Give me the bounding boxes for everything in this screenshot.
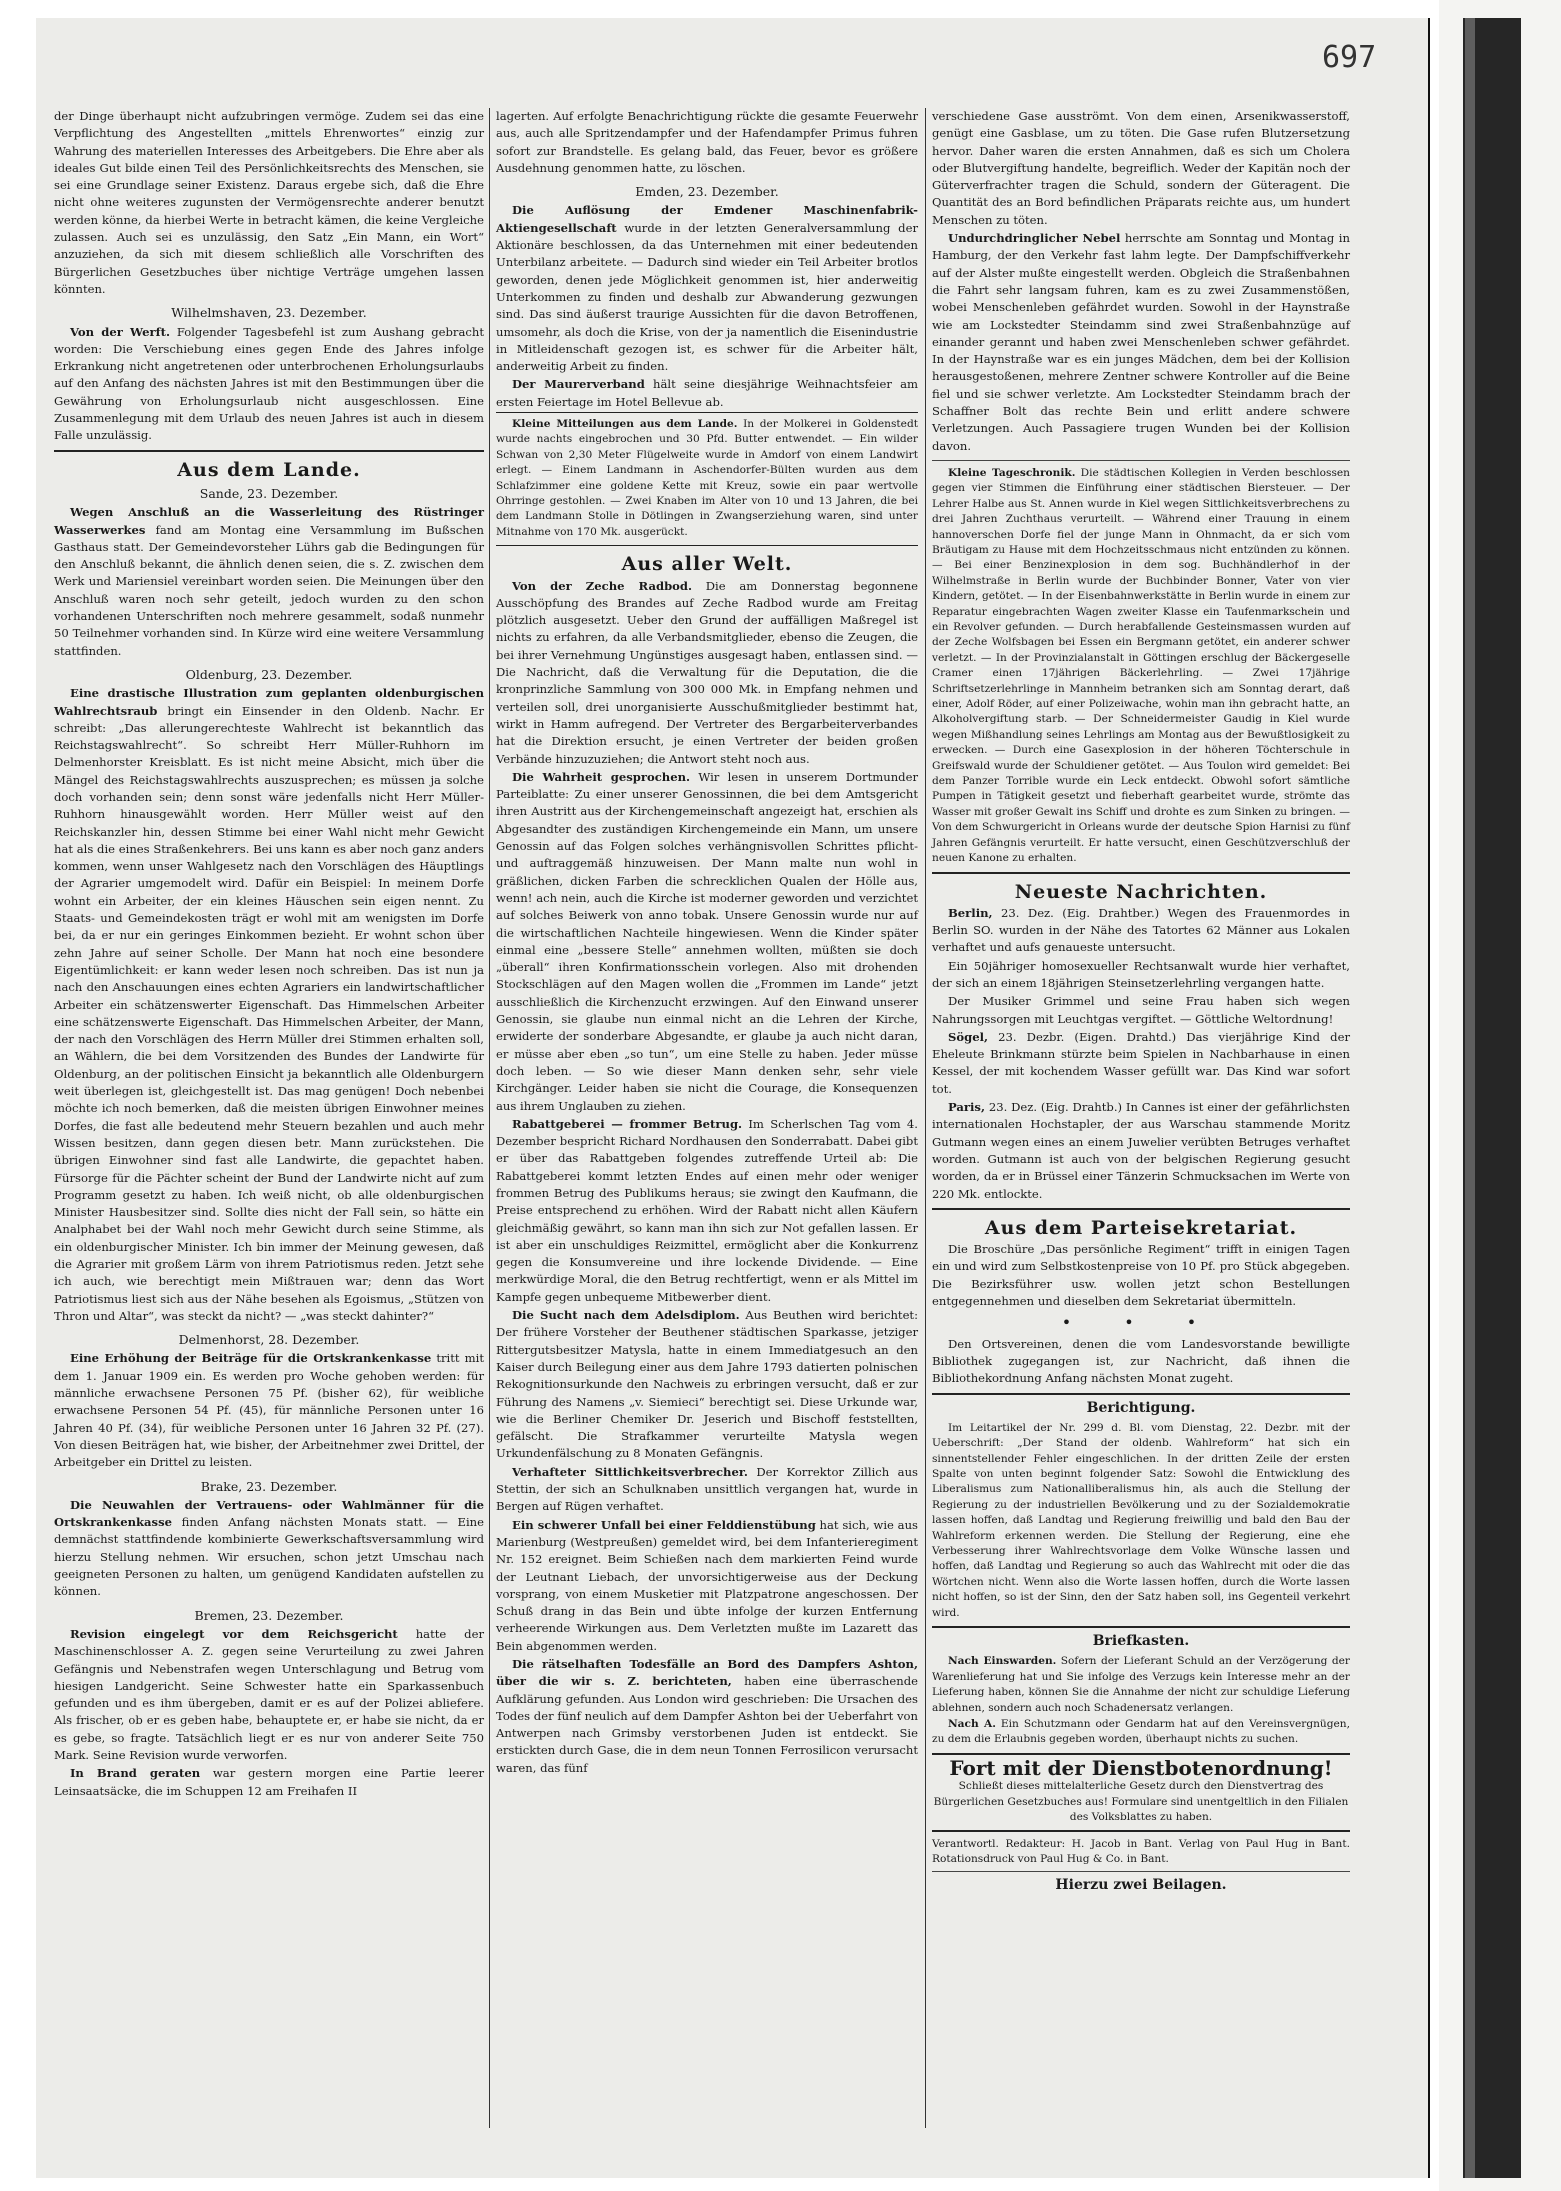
article-brake — [54, 1497, 484, 1601]
article-keyword: Der Maurerverband — [512, 377, 645, 392]
article-sittlichkeit — [496, 1464, 918, 1516]
article-nebel — [932, 230, 1350, 455]
column-divider — [925, 108, 926, 2128]
article-text: 23. Dezbr. (Eigen. Drahtd.) Das vierjährige Kind der Eheleute Brinkmann stürzte beim Spielen in Nachbarhause in einen Kessel, der mit kochendem Wasser gefüllt war. Das Kind war sofort tot. — [932, 1029, 1350, 1096]
dateline: Bremen, 23. Dezember. — [194, 1607, 344, 1623]
article-text: Der Korrektor Zillich aus Stettin, der sich an Schulknaben unsittlich vergangen hat, wurde in Bergen auf Rügen verhaftet. — [496, 1464, 918, 1514]
section-heading: Aus dem Lande. — [177, 458, 361, 481]
section-heading: Aus aller Welt. — [621, 553, 793, 576]
article-keyword: Die Sucht nach dem Adelsdiplom. — [512, 1308, 740, 1323]
article-text: Die städtischen Kollegien in Verden beschlossen gegen vier Stimmen die Einführung einer städtischen Biersteuer. — Der Lehrer Halbe aus St. Annen wurde in Kiel wegen Sittlichkeitsverbrechens zu drei Jahren Zuchthaus verurteilt. — Während einer Trauung in einem hannoverschen Dorfe fiel der junge Mann in Ohnmacht, da er sich vom Bräutigam zu Hause mit dem Hochzeitsschmaus nicht entzünden zu können. — Bei einer Benzinexplosion in dem sog. Buchhändlerhof in der Wilhelmstraße in Berlin wurde der Buchbinder Bonner, Vater von vier Kindern, getötet. — In der Eisenbahnwerkstätte in Berlin wurde in einem zur Reparatur eingebrachten Wagen zweiter Klasse ein Taufenmarkschein und ein Revolver gefunden. — Durch herabfallende Gesteinsmassen wurden auf der Zeche Wolfsbagen bei Essen ein Bergmann getötet, ein anderer schwer verletzt. — In der Provinzialanstalt in Göttingen erschlug der Bäckergeselle Cramer einen 17jährigen Bäckerlehrling. — Zwei 17jährige Schriftsetzerlehrlinge in Mannheim betranken sich am Sonntag derart, daß einer, Adolf Röder, auf einer Polizeiwache, wohin man ihn gebracht hatte, an Alkoholvergiftung starb. — Der Schneidermeister Gaudig in Kiel wurde wegen Mißhandlung seines Lehrlings am Montag aus der Bewußtlosigkeit zu erwecken. — Durch eine Gasexplosion in der höheren Töchterschule in Greifswald wurde der Schuldiener getötet. — Aus Toulon wird gemeldet: Bei dem Panzer Torrible wurde ein Leck entdeckt. Obwohl sofort sämtliche Pumpen in Tätigkeit gesetzt und fieberhaft gearbeitet wurde, strömte das Wasser mit großer Gewalt ins Schiff und drohte es zum Sinken zu bringen. — Von dem Schwurgericht in Orleans wurde der deutsche Spion Harnisi zu fünf Jahren Gefängnis verurteilt. Er hatte versucht, einen Geschützverschluß der neuen Kanone zu erhalten. — [932, 466, 1350, 865]
section-rule — [932, 1753, 1350, 1755]
article-paris — [932, 1099, 1350, 1203]
section-rule — [932, 1830, 1350, 1832]
dateline: Wilhelmshaven, 23. Dezember. — [171, 305, 367, 321]
section-rule — [932, 1208, 1350, 1210]
article-keyword: Ein schwerer Unfall bei einer Felddienstübung — [512, 1517, 816, 1532]
column-3 — [932, 108, 1350, 1899]
dateline: Brake, 23. Dezember. — [200, 1478, 338, 1494]
dateline: Sande, 23. Dezember. — [199, 485, 339, 501]
article-keyword: Kleine Tageschronik. — [948, 466, 1076, 479]
article-delmenhorst — [54, 1350, 484, 1471]
article-berlin — [932, 905, 1350, 957]
letter-text: Ein Schutzmann oder Gendarm hat auf den Vereinsvergnügen, zu dem die Erlaubnis gegeben worden, überhaupt nichts zu suchen. — [932, 1718, 1350, 1746]
advertisement-text: Schließt dieses mittelalterliche Gesetz durch den Dienstvertrag des Bürgerlichen Gesetzbuches aus! Formulare sind unentgeltlich in den Filialen des Volksblattes zu haben. — [933, 1780, 1349, 1823]
page-number: 697 — [1322, 40, 1377, 75]
article-ashton — [496, 1656, 918, 1777]
article-keyword: Von der Werft. — [70, 324, 170, 339]
advertisement-title: Fort mit der Dienstbotenordnung! — [949, 1755, 1333, 1780]
section-rule — [932, 1871, 1350, 1872]
article-text: Die am Donnerstag begonnene Ausschöpfung des Brandes auf Zeche Radbod wurde am Freitag plötzlich ausgesetzt. Ueber den Grund der auffälligen Maßregel ist nichts zu erfahren, da alle Verbandsmitglieder, ebenso die Zeugen, die bei ihrer Vernehmung Ungünstiges ausgesagt haben, entlassen sind. — Die Nachricht, daß die Verwaltung für die Deputation, die die kronprinzliche Sammlung von 300 000 Mk. in Empfang nehmen und verteilen soll, drei unorganisierte Ausschußmitglieder bestimmt hat, wirkt in Hamm aufregend. Der Vertreter des Bergarbeiterverbandes hat die Direktion ersucht, je einen Vertreter der beiden großen Verbände hinzuzuziehen; die Antwort steht noch aus. — [496, 578, 919, 766]
small-notices — [496, 412, 918, 546]
letter-recipient: Nach Einswarden. — [948, 1655, 1057, 1668]
article-bremen — [54, 1626, 484, 1764]
article-text: bringt ein Einsender in den Oldenb. Nachr. Er schreibt: „Das allerungerechteste Wahlrecht ist bekanntlich das Reichstagswahlrecht“. So schreibt Herr Müller-Ruhhorn im Delmenhorster Kreisblatt. Es ist nicht meine Absicht, mich über die Mängel des Reichstagswahlrechts auszusprechen; es müssen ja solche doch vorhanden sein; denn sonst wäre jedenfalls nicht Herr Müller-Ruhhorn hinausgewählt worden. Herr Müller weist auf den Reichskanzler hin, dessen Stimme bei einer Wahl nicht mehr Gewicht hat als die eines Straßenkehrers. Bei uns kann es aber noch ganz anders kommen, wenn unser Wahlgesetz nach den Vorschlägen des Häuptlings der Agrarier umgemodelt wird. Dafür ein Beispiel: In meinem Dorfe wohnt ein Arbeiter, der ein kleines Häuschen sein eigen nennt. Zu Staats- und Gemeindekosten trägt er wohl mit am wenigsten im Dorfe bei, da er nur ein geringes Einkommen bezieht. Er wohnt schon über zehn Jahre auf seiner Scholle. Der Mann hat noch eine besondere Eigentümlichkeit: er kann weder lesen noch schreiben. Das ist nun ja nach den Anschauungen eines echten Agrariers ein landwirtschaftlicher Arbeiter ein schätzenswerter Eigenschaft. Das Himmelschen Arbeiter eine schätzenswerte Eigenschaft. Das Himmelschen Arbeiter, der Mann, der nach den Vorschlägen des Herrn Müller drei Stimmen erhalten soll, an Wählern, die bei dem Vorsitzenden des Bundes der Landwirte für Oldenburg, an der politischen Einsicht ja bekanntlich alle Oldenburgern weit überlegen ist, gleichgestellt ist. Das mag genügen! Doch nebenbei möchte ich noch bemerken, daß die meisten übrigen Einwohner meines Dorfes, die fast alle bedeutend mehr Steuern bezahlen und auch mehr Wissen besitzen, dann gegen diesen betr. Mann zurückstehen. Die übrigen Einwohner sind fast alle Landwirte, die gepachtet haben. Fürsorge für die Pächter scheint der Bund der Landwirte nicht auf zum Programm gesetzt zu haben. Ich weiß nicht, ob alle oldenburgischen Minister Hausbesitzer sind. Sollte dies nicht der Fall sein, so hätte ein Analphabet bei der Wahl noch mehr Gewicht durch seine Stimme, als ein oldenburgischer Minister. Ich bin immer der Meinung gewesen, daß die Agrarier mit großem Lärm von ihrem Patriotismus reden. Jetzt sehe ich auch, wie berechtigt mein Mißtrauen war; denn das Wort Patriotismus liest sich aus der Nähe besehen als Egoismus, „Stützen von Thron und Altar“, was steckt da nicht? — „was steckt dahinter?“ — [54, 703, 484, 1323]
section-rule — [932, 872, 1350, 874]
article-emden — [496, 202, 918, 375]
article-partei: Die Broschüre „Das persönliche Regiment“ trifft in einigen Tagen ein und wird zum Selbstkostenpreise von 10 Pf. pro Stück abgegeben. Die Bezirksführer usw. wollen jetzt schon Bestellungen entgegennehmen und dieselben dem Sekretariat übermitteln. — [932, 1242, 1350, 1309]
imprint: Verantwortl. Redakteur: H. Jacob in Bant. Verlag von Paul Hug in Bant. Rotationsdruck von Paul Hug & Co. in Bant. — [932, 1838, 1350, 1865]
article-text: hatte der Maschinenschlosser A. Z. gegen seine Verurteilung zu zwei Jahren Gefängnis und Nebenstrafen wegen Unterschlagung und Betrug vom hiesigen Landgericht. Seine Schwester hatte ein Sparkassenbuch gefunden und es ihm übergeben, damit er es auf der Polizei abliefere. Als frischer, ob er es geben habe, behauptete er, er habe sie nicht, da er es gebe, so fragte. Tatsächlich liegt er es nur von anderer Seite 750 Mark. Seine Revision wurde verworfen. — [54, 1626, 484, 1763]
article-text: hat sich, wie aus Marienburg (Westpreußen) gemeldet wird, bei dem Infanterieregiment Nr. 152 ereignet. Beim Schießen nach dem markierten Feind wurde der Leutnant Liebach, der unvorsichtigerweise aus der Deckung vorsprang, von einem Musketier mit Platzpatrone angeschossen. Der Schuß drang in das Bein und übte infolge der kurzen Entfernung verheerende Wirkungen aus. Dem Verletzten mußte im Lazarett das Bein abgenommen werden. — [496, 1517, 918, 1653]
dateline: Oldenburg, 23. Dezember. — [185, 666, 353, 682]
article-maurer — [496, 376, 918, 411]
article-keyword: Kleine Mitteilungen aus dem Lande. — [512, 418, 738, 431]
article-adel — [496, 1307, 918, 1463]
letter-text: Sofern der Lieferant Schuld an der Verzögerung der Warenlieferung hat und Sie infolge des Verzugs kein Interesse mehr an der Lieferung haben, können Sie die Annahme der nicht zur schuldige Lieferung ablehnen, sondern auch noch Schadenersatz verlangen. — [932, 1655, 1350, 1714]
section-rule — [932, 1626, 1350, 1628]
article-keyword: Sögel, — [948, 1029, 989, 1044]
column-divider — [489, 108, 490, 2128]
letter-reply — [932, 1654, 1350, 1716]
article-text: fand am Montag eine Versammlung im Bußschen Gasthaus statt. Der Gemeindevorsteher Lührs gab die Bedingungen für den Anschluß bekannt, die ähnlich denen seien, die s. Z. zwischen dem Werk und Mariensiel vereinbart worden seien. Die Meinungen über den Anschluß waren noch sehr geteilt, jedoch wurden zu den schon vorhandenen Unterschriften noch mehrere gesammelt, sodaß nunmehr 50 Teilnehmer vorhanden sind. In Kürze wird eine weitere Versammlung stattfinden. — [54, 522, 484, 658]
article-wahrheit — [496, 769, 918, 1115]
article-text: Im Scherlschen Tag vom 4. Dezember bespricht Richard Nordhausen den Sonderrabatt. Dabei gibt er über das Rabattgeben folgendes zutreffende Urteil ab: Die Rabattgeberei kommt letzten Endes auf einen mehr oder weniger frommen Betrug des Publikums heraus; sie zwingt den Kaufmann, die Preise entsprechend zu erhöhen. Wird der Rabatt nicht allen Käufern gleichmäßig gewährt, so kann man ihn sich zur Not gefallen lassen. Er ist aber ein unschuldiges Reizmittel, ermöglicht aber die Konkurrenz gegen die Konsumvereine und ihre lockende Dividende. — Eine merkwürdige Moral, die den Betrug rechtfertigt, wenn er als Mittel im Kampfe gegen unbequeme Mitbewerber dient. — [496, 1116, 918, 1304]
article-zeche — [496, 578, 918, 768]
article-keyword: Wegen Anschluß an die Wasserleitung des Rüstringer Wasserwerkes — [54, 505, 484, 537]
article-keyword: Die rätselhaften Todesfälle an Bord des Dampfers Ashton, über die wir s. Z. berichteten, — [496, 1657, 918, 1689]
article-berlin-3: Der Musiker Grimmel und seine Frau haben sich wegen Nahrungssorgen mit Leuchtgas vergiftet. — Göttliche Weltordnung! — [932, 994, 1350, 1026]
letter-recipient: Nach A. — [948, 1718, 996, 1731]
section-subheading: Briefkasten. — [1092, 1633, 1190, 1650]
article-text: 23. Dez. (Eig. Drahtb.) In Cannes ist einer der gefährlichsten internationalen Hochstapler, der aus Warschau stammende Moritz Gutmann wegen eines an einem Juwelier verübten Betruges verhaftet worden. Gutmann ist auch von der belgischen Regierung gesucht worden, da er in Brüssel einer Tänzerin Schmucksachen im Werte von 220 Mk. entlockte. — [932, 1100, 1350, 1201]
article-keyword: Eine Erhöhung der Beiträge für die Ortskrankenkasse — [70, 1351, 432, 1366]
article-keyword: In Brand geraten — [70, 1766, 201, 1781]
article-berichtigung: Im Leitartikel der Nr. 299 d. Bl. vom Dienstag, 22. Dezbr. mit der Ueberschrift: „Der Stand der oldenb. Wahlreform“ hat sich ein sinnentstellender Fehler eingeschlichen. In der dritten Zeile der ersten Spalte von unten beginnt folgender Satz: Sowohl die Entwicklung des Liberalismus zum Nationalliberalismus hin, als auch die Stellung der Regierung zu der industriellen Bevölkerung und zu der Sozialdemokratie lassen hoffen, daß Landtag und Regierung freiwillig und bald den Bau der Wahlreform erkennen werden. Die Stellung der Regierung, eine ehe Verbesserung ihrer Wahlrechtsvorlage dem Volke Wünsche lassen und hoffen, daß Landtag und Regierung so auch das Wahlrecht mit oder die das Wörtchen nicht. Wenn also die Worte lassen hoffen, durch die Worte lassen nicht hoffen, so ist der Sinn, den der Satz haben soll, ins Gegenteil verkehrt wird. — [932, 1421, 1350, 1619]
article-soegel — [932, 1029, 1350, 1098]
article-brand — [54, 1765, 484, 1800]
article-keyword: Von der Zeche Radbod. — [512, 578, 693, 593]
article-werft — [54, 324, 484, 445]
section-subheading: Berichtigung. — [1086, 1399, 1196, 1416]
article-keyword: Undurchdringlicher Nebel — [948, 231, 1121, 246]
article-oldenburg — [54, 685, 484, 1325]
article-text: finden Anfang nächsten Monats statt. — Eine demnächst stattfindende kombinierte Gewerkschaftsversammlung wird hierzu Stellung nehmen. Wir ersuchen, schon jetzt Umschau nach geeigneten Personen zu halten, um genügend Kandidaten aufstellen zu können. — [54, 1515, 484, 1599]
separator-dots: • • • — [1061, 1313, 1221, 1333]
article-keyword: Verhafteter Sittlichkeitsverbrecher. — [512, 1464, 748, 1479]
binder-spine — [1465, 18, 1475, 2178]
section-rule — [932, 460, 1350, 461]
section-heading: Aus dem Parteisekretariat. — [984, 1216, 1298, 1239]
article-text: war gestern morgen eine Partie leerer Leinsaatsäcke, die im Schuppen 12 am Freihafen II — [54, 1766, 484, 1798]
article-keyword: Die Auflösung der Emdener Maschinenfabrik-Aktiengesellschaft — [496, 203, 918, 235]
article-berlin-2: Ein 50jähriger homosexueller Rechtsanwalt wurde hier verhaftet, der sich an einem 18jährigen Steinsetzerlehrling vergangen hatte. — [932, 958, 1350, 990]
letter-reply — [932, 1717, 1350, 1748]
column-1 — [54, 108, 484, 1801]
article-text: Aus Beuthen wird berichtet: Der frühere Vorsteher der Beuthener städtischen Sparkasse, jetziger Rittergutsbesitzer Matysla, hatte in einem Immediatgesuch an den Kaiser durch Beilegung einer aus dem Jahre 1793 datierten polnischen Rekognitionsurkunde den Nachweis zu erbringen versucht, daß er zur Führung des Namens „v. Siemieci“ berechtigt sei. Diese Urkunde war, wie die Berliner Chemiker Dr. Jeserich und Bischoff feststellten, gefälscht. Die Strafkammer verurteilte Matysla wegen Urkundenfälschung zu 8 Monaten Gefängnis. — [496, 1308, 918, 1461]
article-text: Wir lesen in unserem Dortmunder Parteiblatte: Zu einer unserer Genossinnen, die bei dem Amtsgericht ihren Austritt aus der Kirchengemeinschaft angezeigt hat, erschien als Abgesandter des zuständigen Kirchengemeinde ein Mann, um unsere Genossin auf das Folgen solches verhängnisvollen Schrittes pflicht- und auftraggemäß hinzuweisen. Der Mann malte nun wohl in gräßlichen, dicken Farben die schrecklichen Qualen der Hölle aus, wenn! ach nein, auch die Kirche ist moderner geworden und verzichtet auf solches Beiwerk von anno tobak. Unsere Genossin wurde nur auf die wirtschaftlichen Nachteile hingewiesen. Wenn die Kinder später einmal eine „bessere Stelle“ annehmen wollten, müßten sie doch „überall“ ihren Konfirmationsschein vorlegen. Also mit drohenden Stockschlägen auf den Magen wollen die „Frommen im Lande“ jetzt ausschließlich die Kirchenzucht erzwingen. Auf den Einwand unserer Genossin, sie glaube nun einmal nicht an die Lehren der Kirche, erwiderte der sonderbare Abgesandte, er glaube ja auch nicht daran, er müsse aber eben „so tun“, um eine Stelle zu haben. Jeder müsse doch leben. — So wie dieser Mann denken sehr, sehr viele Kirchgänger. Leider haben sie nicht die Courage, die Konsequenzen aus ihrem Unglauben zu ziehen. — [496, 769, 918, 1113]
article-keyword: Die Wahrheit gesprochen. — [512, 769, 691, 784]
section-heading: Neueste Nachrichten. — [1014, 880, 1268, 903]
article-rabatt — [496, 1116, 918, 1306]
article-text: tritt mit dem 1. Januar 1909 ein. Es werden pro Woche gehoben werden: für männliche erwachsene Personen 75 Pf. (bisher 62), für weibliche erwachsene Personen 54 Pf. (45), für männliche Personen unter 16 Jahren 40 Pf. (34), für weibliche Personen unter 16 Jahren 32 Pf. (27). Von diesen Beiträgen hat, wie bisher, der Arbeitnehmer zwei Drittel, der Arbeitgeber ein Drittel zu leisten. — [54, 1351, 485, 1470]
article-text: Folgender Tagesbefehl ist zum Aushang gebracht worden: Die Verschiebung eines gegen Ende des Jahres infolge Erkrankung nicht angetretenen oder unterbrochenen Erholungsurlaubs auf den Anfang des nächsten Jahres ist mit den Bestimmungen über die Gewährung von Erholungsurlaub nicht ausgeschlossen. Eine Zusammenlegung mit dem Urlaub des neuen Jahres ist auch in diesem Falle unzulässig. — [54, 324, 484, 443]
article-kleine-mitteilungen — [496, 417, 918, 540]
article-keyword: Die Neuwahlen der Vertrauens- oder Wahlmänner für die Ortskrankenkasse — [54, 1497, 484, 1530]
dateline: Emden, 23. Dezember. — [635, 184, 779, 200]
article-paragraph: verschiedene Gase ausströmt. Von dem einen, Arsenikwasserstoff, genügt eine Gasblase, um zu töten. Die Gase rufen Blutzersetzung hervor. Daher waren die ersten Annahmen, daß es sich um Cholera oder Blutvergiftung handelte, begreiflich. Weder der Kapitän noch der Güterverfrachter tragen die Schuld, sondern der Güteragent. Die Quantität des an Bord befindlichen Präparats reichte aus, um hundert Menschen zu töten. — [932, 109, 1350, 227]
article-text: herrschte am Sonntag und Montag in Hamburg, der den Verkehr fast lahm legte. Der Dampfschiffverkehr auf der Alster mußte eingestellt werden. Obgleich die Straßenbahnen die Fahrt sehr langsam fuhren, kam es zu zwei Zusammenstößen, wobei Menschenleben gefährdet wurden. Sowohl in der Haynstraße wie am Lockstedter Steindamm sind zwei Straßenbahnzüge auf einander gerannt und haben zwei Menschenleben schwer gefährdet. In der Haynstraße war es ein junges Mädchen, dem bei der Kollision herausgestoßenen, mehrere Zentner schwere Kontroller auf die Beine fiel und sie schwer verletzte. Am Lockstedter Steindamm brach der Schaffner Bolt das rechte Bein und erlitt andere schwere Verletzungen. Auch Passagiere trugen Wunden bei der Kollision davon. — [932, 231, 1350, 453]
section-rule — [54, 450, 484, 452]
article-paragraph: lagerten. Auf erfolgte Benachrichtigung rückte die gesamte Feuerwehr aus, auch alle Spritzendampfer und der Hafendampfer Primus fuhren sofort zur Brandstelle. Es gelang bald, das Feuer, bevor es größere Ausdehnung genommen hatte, zu löschen. — [496, 109, 918, 175]
article-keyword: Paris, — [948, 1100, 985, 1115]
article-tageschronik — [932, 466, 1350, 867]
article-sande — [54, 504, 484, 660]
article-text: In der Molkerei in Goldenstedt wurde nachts eingebrochen und 30 Pfd. Butter entwendet. — Ein wilder Schwan von 2,30 Meter Flügelweite wurde in Amdorf von einem Landwirt erlegt. — Einem Landmann in Aschendorfer-Bülten wurden aus dem Schlafzimmer eine goldene Kette mit Kreuz, sowie ein paar wertvolle Ohrringe gestohlen. — Zwei Knaben im Alter von 10 und 13 Jahren, die bei dem Landmann Stolle in Dötlingen in Zwangserziehung waren, sind unter Mitnahme von 170 Mk. ausgerückt. — [496, 418, 918, 538]
article-paragraph: der Dinge überhaupt nicht aufzubringen vermöge. Zudem sei das eine Verpflichtung des Angestellten „mittels Ehrenwortes“ einzig zur Wahrung des materiellen Interesses des Arbeitgebers. Die Ehre aber als ideales Gut bilde einen Teil des Persönlichkeitsrechts des Menschen, sie sei eine Grundlage seiner Existenz. Daraus ergebe sich, daß die Ehre nicht ohne weiteres zugunsten der Vermögensrechte anderer benutzt werden könne, da hierbei Werte in betracht kämen, die keine Vergleiche zulassen. Auch sei es unzulässig, den Satz „Ein Mann, ein Wort“ anzuziehen, da sich mit diesem schließlich alle Vorschriften des Bürgerlichen Gesetzbuches über nichtige Verträge umgehen lassen könnten. — [54, 109, 484, 296]
column-2 — [496, 108, 918, 1778]
article-text: wurde in der letzten Generalversammlung der Aktionäre beschlossen, da das Unternehmen mit einer bedeutenden Unterbilanz arbeitete. — Dadurch sind wieder ein Teil Arbeiter brotlos geworden, denen jede Möglichkeit genommen ist, hier anderweitig Unterkommen zu finden und deshalb zur Abwanderung gezwungen sind. Das sind äußerst traurige Aussichten für die davon Betroffenen, umsomehr, als doch die Krise, von der ja namentlich die Eisenindustrie in Mitleidenschaft gezogen ist, es schwer für die Arbeiter hält, anderweitig Arbeit zu finden. — [496, 220, 918, 374]
article-text: 23. Dez. (Eig. Drahtber.) Wegen des Frauenmordes in Berlin SO. wurden in der Nähe des Tatortes 62 Männer aus Lokalen verhaftet und aufs genaueste untersucht. — [932, 905, 1350, 955]
article-ortsvereine: Den Ortsvereinen, denen die vom Landesvorstande bewilligte Bibliothek zugegangen ist, zur Nachricht, daß ihnen die Bibliothekordnung Anfang nächsten Monat zugeht. — [932, 1336, 1350, 1386]
dateline: Delmenhorst, 28. Dezember. — [178, 1332, 360, 1348]
supplement-note: Hierzu zwei Beilagen. — [1055, 1877, 1227, 1894]
article-unfall — [496, 1517, 918, 1655]
section-rule — [932, 1393, 1350, 1395]
article-text: hält seine diesjährige Weihnachtsfeier am ersten Feiertage im Hotel Bellevue ab. — [496, 377, 918, 409]
article-text: haben eine überraschende Aufklärung gefunden. Aus London wird geschrieben: Die Ursachen des Todes der fünf neulich auf dem Dampfer Ashton bei der Ueberfahrt von Antwerpen nach Grimsby verstorbenen Juden ist entdeckt. Sie erstickten durch Gase, die in dem neun Tonnen Ferrosilicon verursacht waren, das fünf — [496, 1674, 918, 1775]
article-keyword: Eine drastische Illustration zum geplanten oldenburgischen Wahlrechtsraub — [54, 686, 484, 718]
article-keyword: Revision eingelegt vor dem Reichsgericht — [70, 1626, 398, 1641]
article-keyword: Berlin, — [948, 905, 993, 920]
article-keyword: Rabattgeberei — frommer Betrug. — [512, 1116, 743, 1131]
